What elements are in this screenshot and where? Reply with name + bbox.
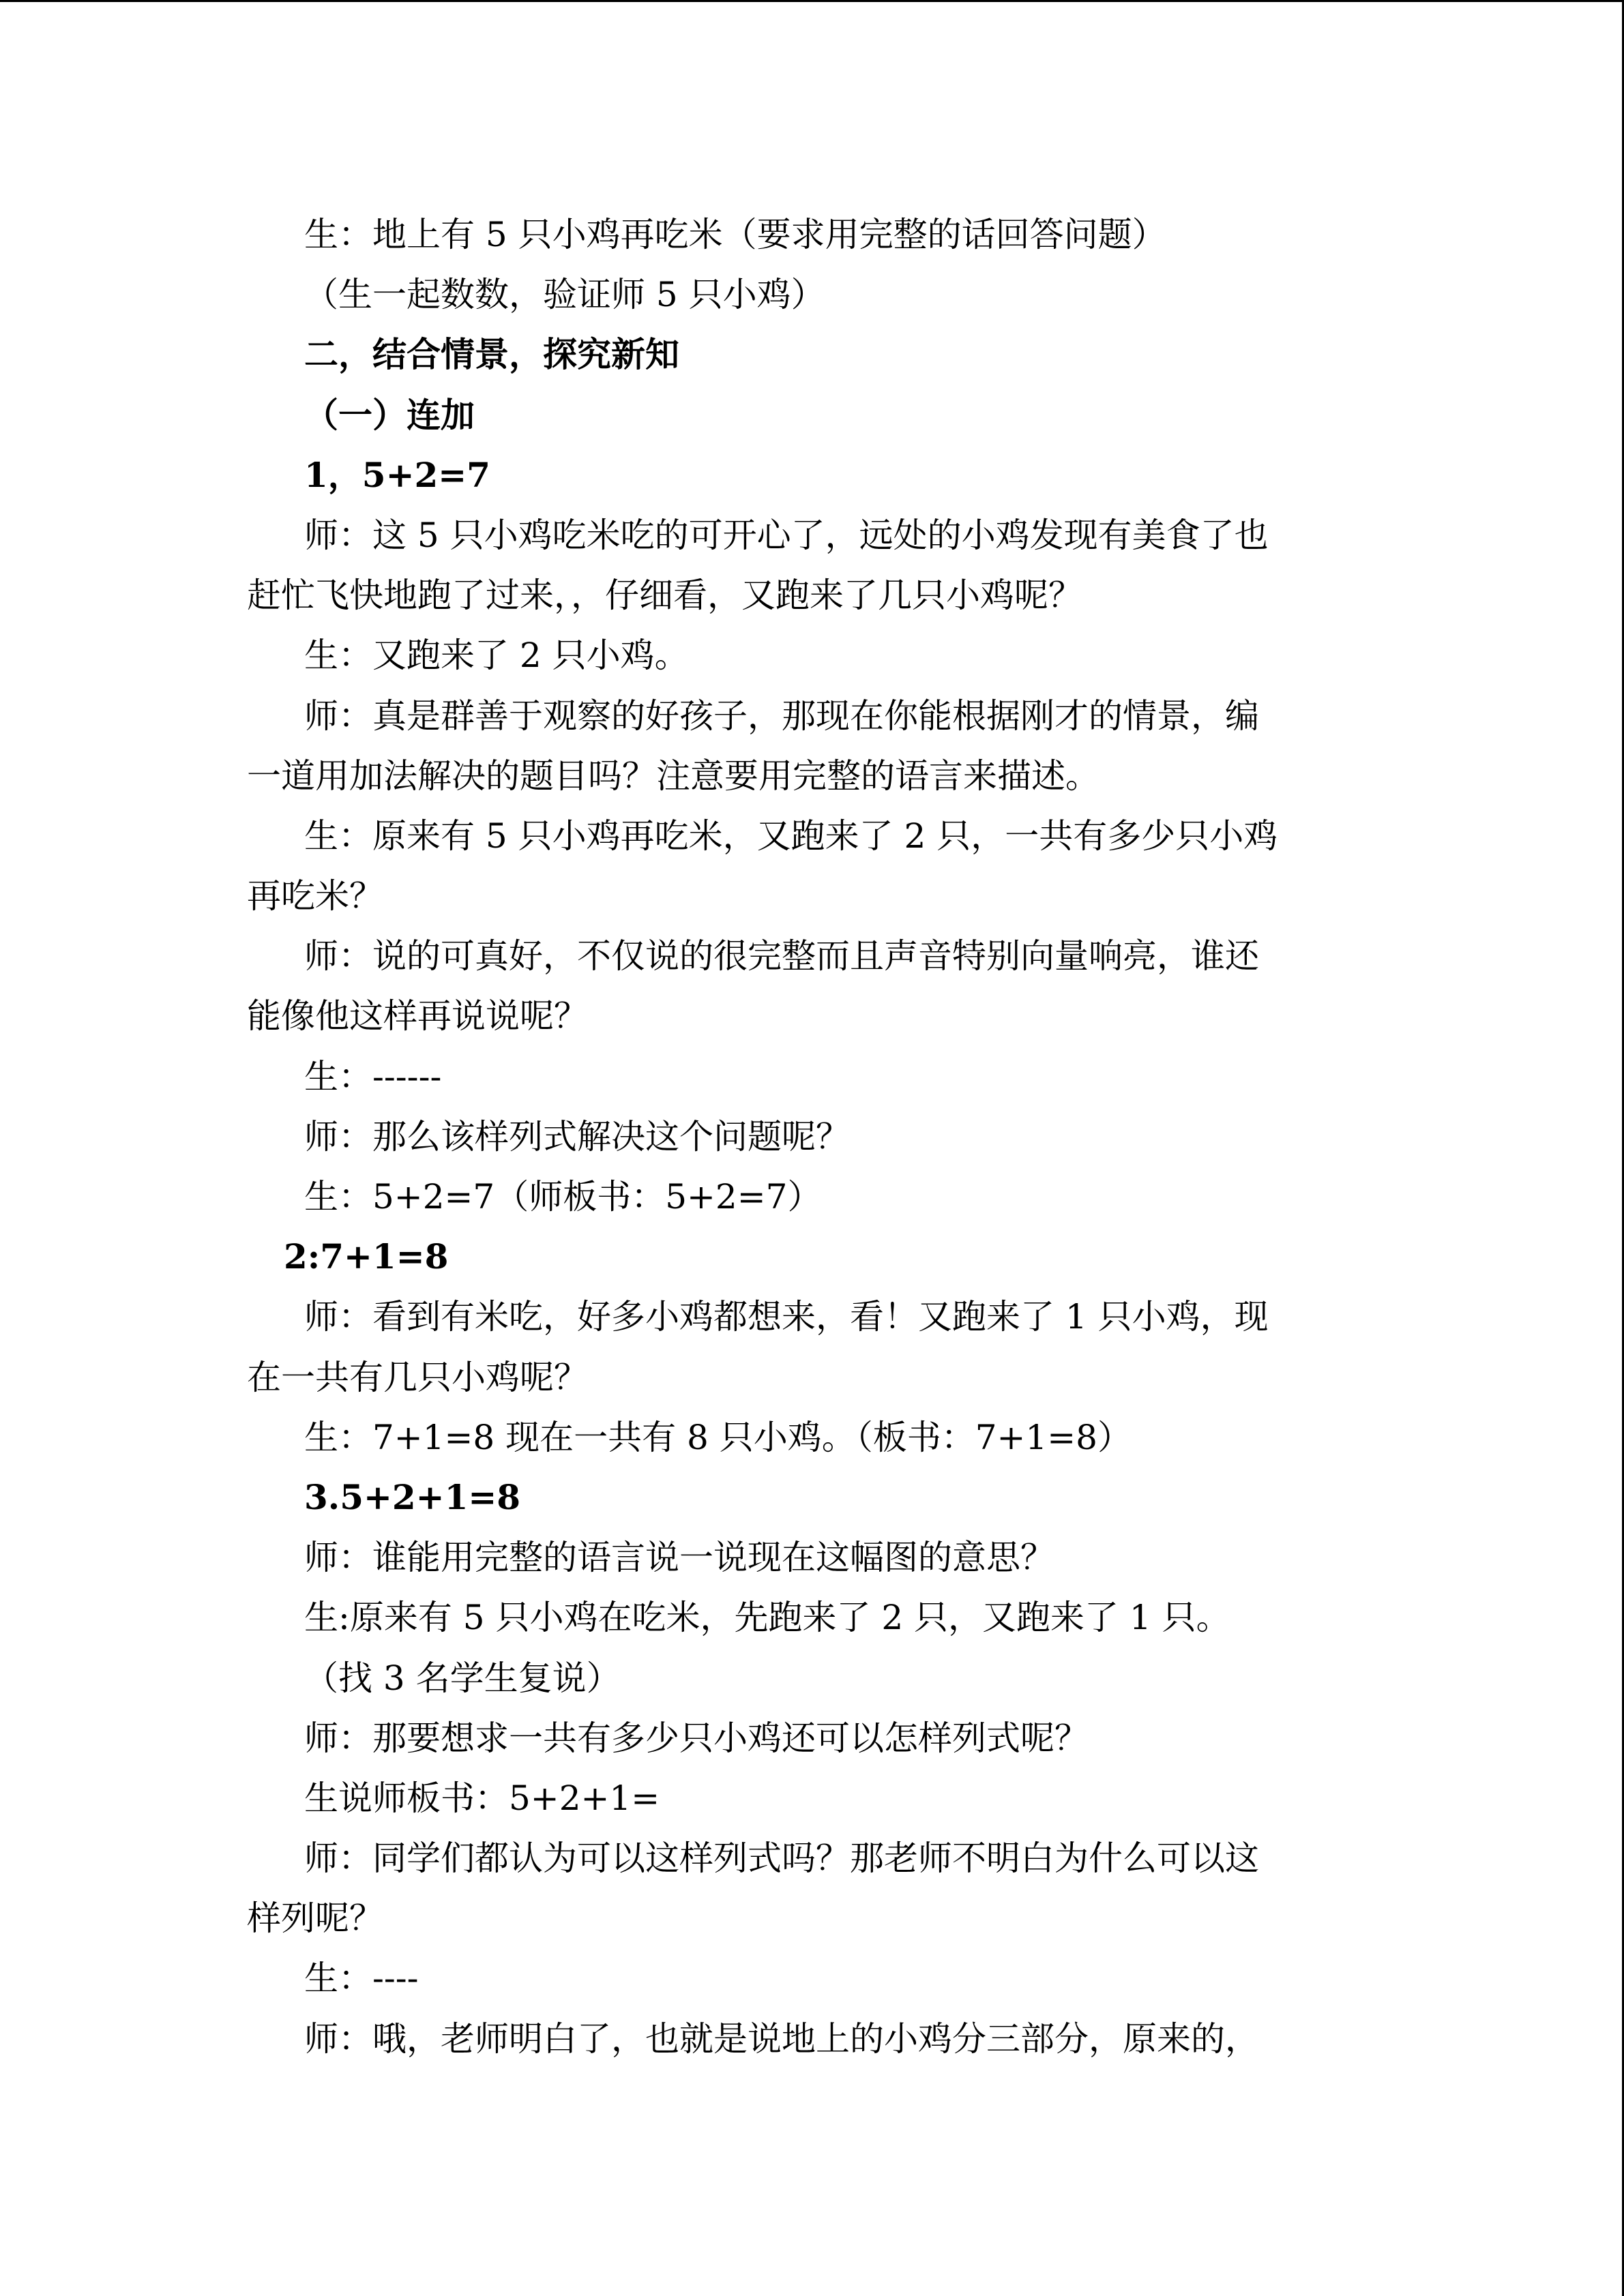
document-body [247,205,1376,2069]
item-heading: 2:7+1=8 [284,1236,449,1277]
section-heading: 二，结合情景，探究新知 [304,334,679,375]
paragraph-line: 生:原来有 5 只小鸡在吃米，先跑来了 2 只，又跑来了 1 只。 [304,1598,1230,1638]
paragraph-line: 样列呢？ [247,1898,383,1939]
paragraph-line: 生：7+1=8 现在一共有 8 只小鸡。（板书：7+1=8） [304,1417,1132,1457]
paragraph-line: （生一起数数，验证师 5 只小鸡） [304,275,825,315]
paragraph-line: 生：地上有 5 只小鸡再吃米（要求用完整的话回答问题） [304,215,1166,254]
paragraph-line: 一道用加法解决的题目吗？注意要用完整的语言来描述。 [247,756,1099,796]
paragraph-line: 生：------ [304,1056,442,1097]
item-heading: 3.5+2+1=8 [304,1476,521,1517]
paragraph-line: 赶忙飞快地跑了过来，，仔细看，又跑来了几只小鸡呢？ [247,576,1082,616]
paragraph-line: 生：5+2=7（师板书：5+2=7） [304,1177,822,1217]
paragraph-line: 生：又跑来了 2 只小鸡。 [304,636,689,676]
paragraph-line: 生：---- [304,1958,419,1999]
paragraph-line: 师：谁能用完整的语言说一说现在这幅图的意思？ [304,1538,1054,1578]
subsection-heading: （一）连加 [304,394,475,435]
paragraph-line: 师：真是群善于观察的好孩子，那现在你能根据刚才的情景，编 [304,696,1259,736]
paragraph-line: 师：那么该样列式解决这个问题呢？ [304,1116,850,1157]
paragraph-line: （找 3 名学生复说） [304,1658,621,1698]
paragraph-line: 师：同学们都认为可以这样列式吗？那老师不明白为什么可以这 [304,1838,1259,1879]
paragraph-line: 在一共有几只小鸡呢？ [247,1357,588,1397]
paragraph-line: 师：那要想求一共有多少只小鸡还可以怎样列式呢？ [304,1718,1089,1758]
paragraph-line: 再吃米？ [247,876,383,916]
paragraph-line: 师：看到有米吃，好多小鸡都想来，看！又跑来了 1 只小鸡，现 [304,1297,1269,1337]
paragraph-line: 师：说的可真好，不仅说的很完整而且声音特别向量响亮，谁还 [304,936,1259,976]
paragraph-line: 师：这 5 只小鸡吃米吃的可开心了，远处的小鸡发现有美食了也 [304,515,1269,555]
paragraph-line: 生：原来有 5 只小鸡再吃米，又跑来了 2 只，一共有多少只小鸡 [304,816,1278,856]
paragraph-line: 师：哦，老师明白了，也就是说地上的小鸡分三部分，原来的， [304,2018,1259,2059]
item-heading: 1，5+2=7 [304,454,490,495]
paragraph-line: 能像他这样再说说呢？ [247,996,588,1037]
paragraph-line: 生说师板书：5+2+1= [304,1778,660,1818]
